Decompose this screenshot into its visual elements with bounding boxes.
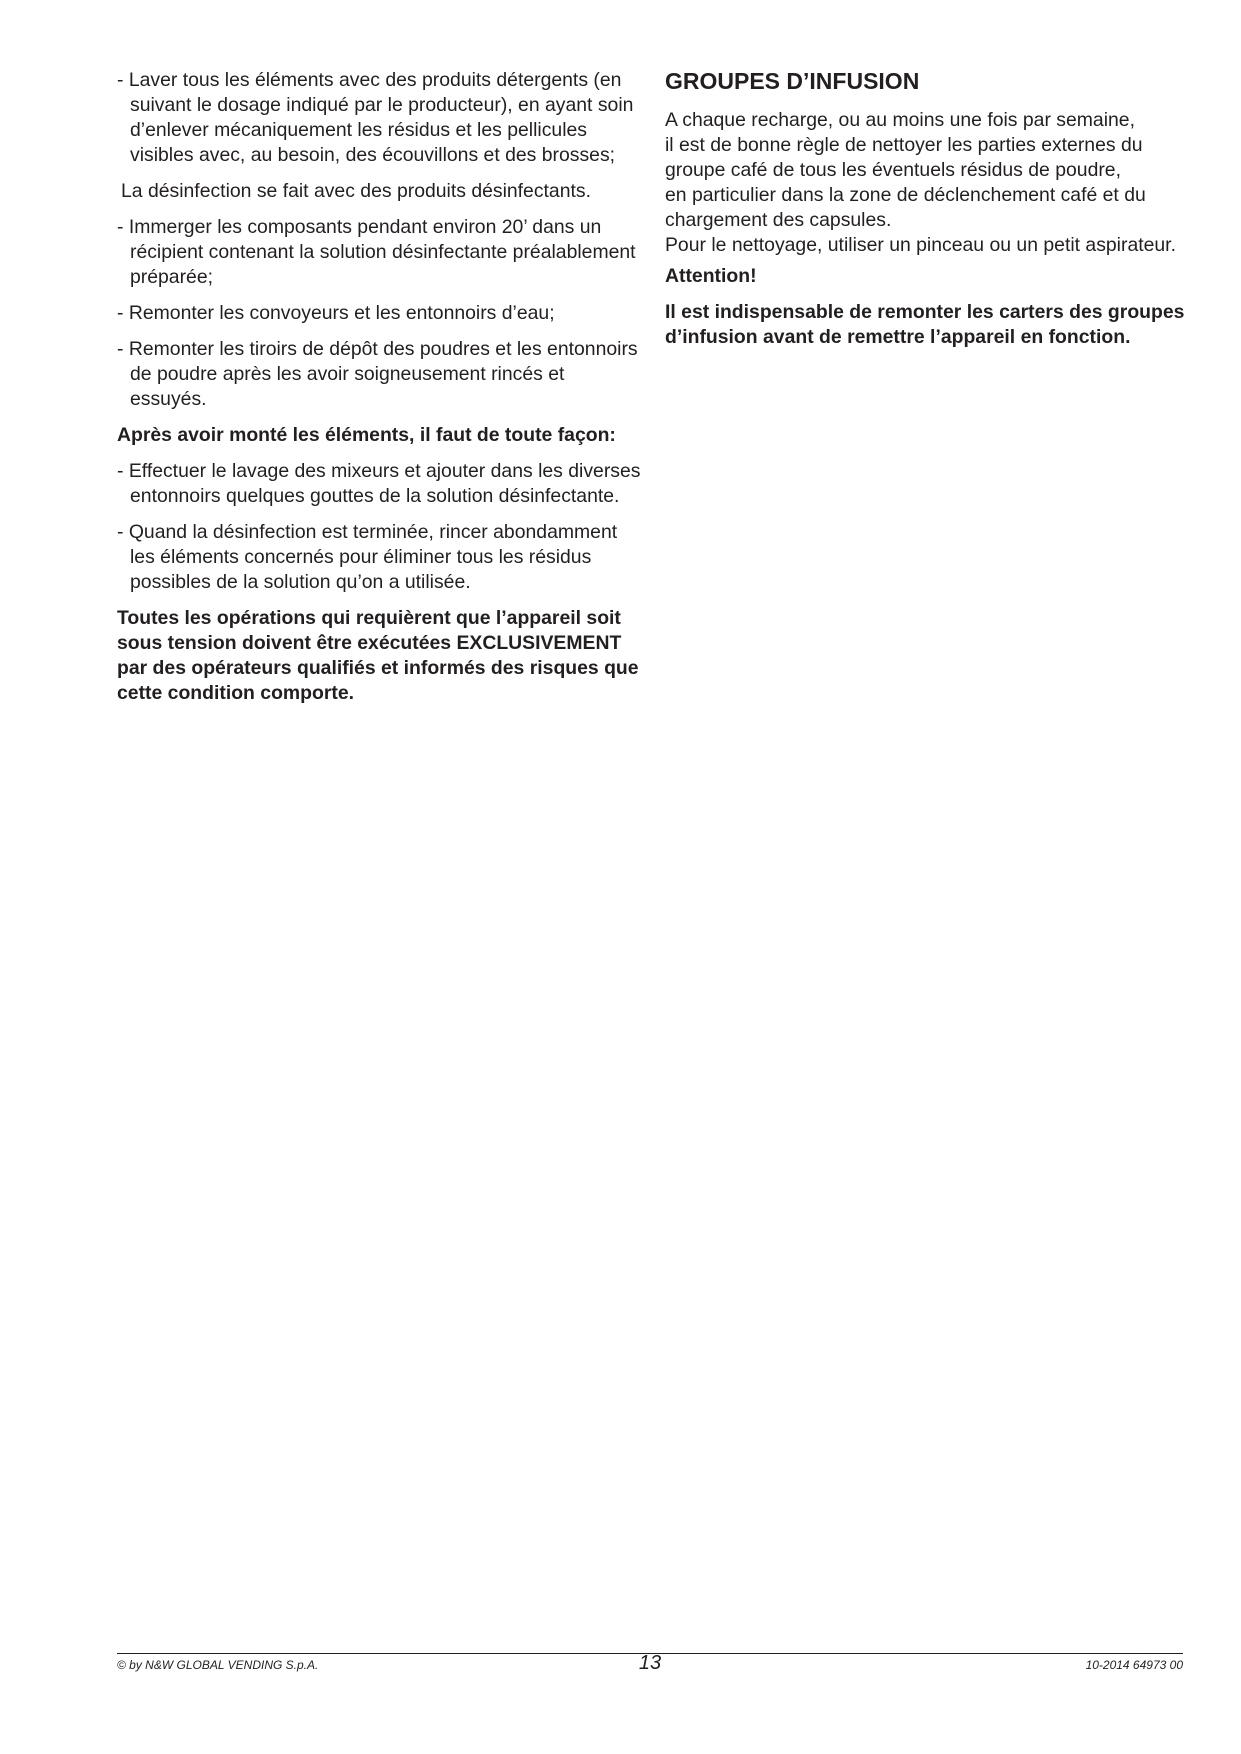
safety-warning: Toutes les opérations qui requièrent que l’appareil soit sous tension doivent être exécutées EXCLUSIVEMENT par des opérateurs qualifiés et informés des risques que cette condition comporte. — [117, 607, 639, 704]
instruction-reassemble-drawers: - Remonter les tiroirs de dépôt des poudres et les entonnoirs de poudre après les avoir soigneusement rincés et essuyés. — [117, 338, 638, 410]
attention-warning: Il est indispensable de remonter les carters des groupes d’infusion avant de remettre l’appareil en fonction. — [665, 301, 1185, 348]
paragraph-line: en particulier dans la zone de déclenchement café et du — [665, 184, 1146, 206]
section-heading: GROUPES D’INFUSION — [665, 68, 920, 94]
disinfection-note: La désinfection se fait avec des produits désinfectants. — [121, 180, 591, 202]
footer-copyright: © by N&W GLOBAL VENDING S.p.A. — [117, 1658, 319, 1672]
footer-doc-code: 10-2014 64973 00 — [1085, 1658, 1183, 1672]
paragraph-line: il est de bonne règle de nettoyer les parties externes du — [665, 134, 1143, 156]
right-column — [665, 68, 1185, 361]
page-number: 13 — [638, 1652, 662, 1674]
attention-label: Attention! — [665, 265, 757, 287]
instruction-rinse: - Quand la désinfection est terminée, rincer abondamment les éléments concernés pour éliminer tous les résidus possibles de la solution qu’on a utilisée. — [117, 521, 618, 593]
infusion-paragraph — [665, 108, 1185, 258]
left-column — [117, 68, 641, 717]
instruction-immerse: - Immerger les composants pendant environ 20’ dans un récipient contenant la solution désinfectante préalablement préparée; — [117, 216, 636, 288]
instruction-reassemble-conveyors: - Remonter les convoyeurs et les entonnoirs d’eau; — [117, 302, 555, 324]
after-assembly-heading: Après avoir monté les éléments, il faut de toute façon: — [117, 424, 616, 446]
instruction-wash: - Laver tous les éléments avec des produits détergents (en suivant le dosage indiqué par le producteur), en ayant soin d’enlever mécaniquement les résidus et les pellicules visibles avec, au besoin, des écouvillons et des brosses; — [117, 69, 634, 166]
paragraph-line: chargement des capsules. — [665, 209, 892, 231]
instruction-wash-mixers: - Effectuer le lavage des mixeurs et ajouter dans les diverses entonnoirs quelques gouttes de la solution désinfectante. — [117, 460, 641, 507]
paragraph-line: Pour le nettoyage, utiliser un pinceau ou un petit aspirateur. — [665, 234, 1176, 256]
paragraph-line: A chaque recharge, ou au moins une fois par semaine, — [665, 109, 1135, 131]
paragraph-line: groupe café de tous les éventuels résidus de poudre, — [665, 159, 1121, 181]
